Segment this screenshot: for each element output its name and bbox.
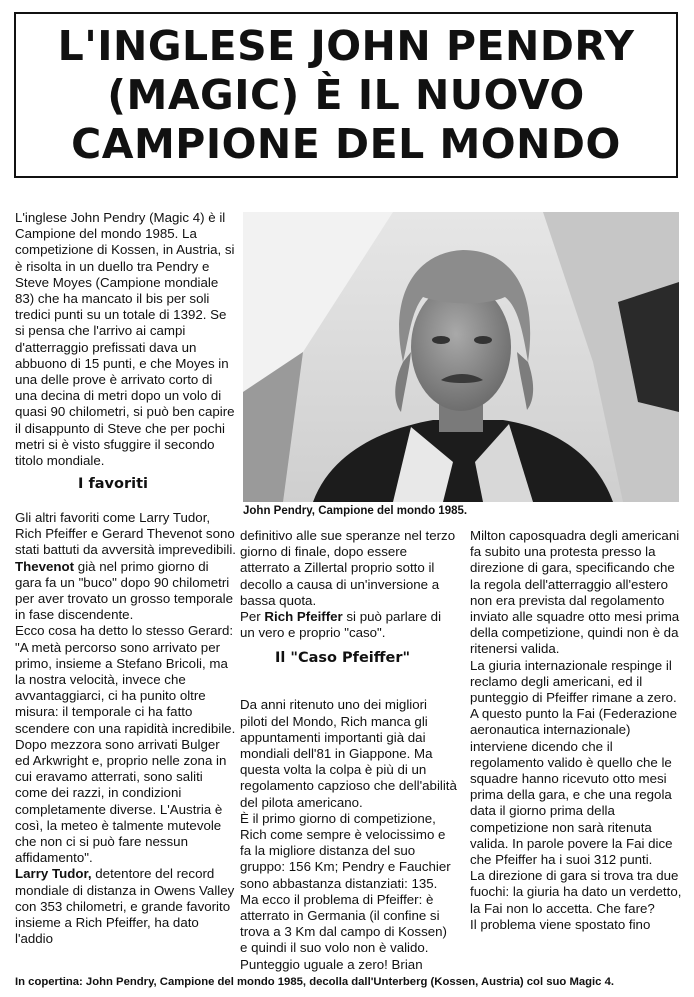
section-heading-caso-pfeiffer: Il "Caso Pfeiffer": [275, 650, 411, 666]
portrait-photo: [243, 212, 679, 502]
paragraph-text: Per: [240, 609, 265, 625]
paragraph: [240, 609, 458, 641]
intro-paragraph: [15, 210, 237, 469]
cover-footnote: In copertina: John Pendry, Campione del mondo 1985, decolla dall'Unterberg (Kossen, Austria) col suo Magic 4.: [15, 976, 615, 988]
paragraph: Il problema viene spostato fino: [470, 916, 651, 932]
paragraph-text: già nel primo giorno di gara fa un "buco" dopo 90 chilometri per aver trovato un grosso temporale in fase discendente.: [15, 558, 234, 623]
column-1: [15, 510, 237, 947]
paragraph: A questo punto la Fai (Federazione aeronautica internazionale) interviene dicendo che il regolamento valido è quello che le squadre hanno ricevuto otto mesi prima della gara, e che una regola data il giorno prima della competizione non sarà ritenuta valida. In parole povere la Fai dice che Pfeiffer ha i suoi 312 punti.: [470, 706, 677, 868]
name-highlight: Larry Tudor,: [15, 866, 92, 882]
paragraph: La giuria internazionale respinge il reclamo degli americani, ed il punteggio di Pfeiffer rimane a zero.: [470, 657, 677, 706]
paragraph: Gli altri favoriti come Larry Tudor, Rich Pfeiffer e Gerard Thevenot sono stati battuti da avversità imprevedibili.: [15, 510, 236, 558]
headline-line-1: L'INGLESE JOHN PENDRY: [57, 21, 635, 70]
portrait-illustration: [243, 212, 679, 502]
paragraph: Milton caposquadra degli americani fa subito una protesta presso la direzione di gara, specificando che la regola dell'atterraggio all'estero non era prevista dal regolamento inviato alle squadre otto mesi prima della competizione, quindi non è da ritenersi valida.: [470, 528, 680, 657]
column-3: [470, 528, 684, 933]
paragraph: Da anni ritenuto uno dei migliori piloti del Mondo, Rich manca gli appuntamenti importanti già dai mondiali dell'81 in Giappone. Ma questa volta la colpa è più di un regolamento capzioso che dell'abilità del pilota americano.: [240, 697, 457, 810]
paragraph-text: detentore del record mondiale di distanza in Owens Valley con 353 chilometri, e grande favorito insieme a Rich Pfeiffer, ha dato l'addio: [15, 866, 235, 947]
paragraph-text: si può parlare di un vero e proprio "caso".: [240, 609, 442, 641]
paragraph: È il primo giorno di competizione, Rich come sempre è velocissimo e fa la migliore distanza del suo gruppo: 156 Km; Pendry e Fauchier sono abbastanza distanziati: 135. Ma ecco il problema di Pfeiffer: è atterrato in Germania (il confine si trova a 3 Km dal campo di Kossen) e quindi il suo volo non è valido. Punteggio uguale a zero! Brian: [240, 810, 451, 972]
section-heading-favoriti: I favoriti: [78, 476, 148, 492]
paragraph: Ecco cosa ha detto lo stesso Gerard: "A metà percorso sono arrivato per primo, insieme a Stefano Bricoli, ma la nostra velocità, invece che avvantaggiarci, ci ha punito oltre misura: il temporale ci ha fatto scendere con una rapidità incredibile. Dopo mezzora sono arrivati Bulger ed Arkwright e, proprio nelle zona in cui eravamo atterrati, sono saliti come dei razzi, in condizioni completamente diverse. L'Austria è così, la meteo è talmente mutevole che non ci si può fare nessun affidamento".: [15, 623, 236, 866]
paragraph: [15, 866, 237, 947]
headline-box: [14, 12, 678, 178]
headline-line-2: (MAGIC) È IL NUOVO: [107, 70, 585, 119]
paragraph: definitivo alle sue speranze nel terzo giorno di finale, dopo essere atterrato a Zillertal proprio sotto il decollo a causa di un'inversione a bassa quota.: [240, 528, 456, 608]
paragraph: La direzione di gara si trova tra due fuochi: la giuria ha dato un verdetto, la Fai non lo accetta. Che fare?: [470, 868, 682, 916]
intro-text: L'inglese John Pendry (Magic 4) è il Campione del mondo 1985. La competizione di Kossen, in Austria, si è risolta in un duello tra Pendry e Steve Moyes (Campione mondiale 83) che ha mancato il bis per soli tredici punti su un totale di 1392. Se si pensa che l'arrivo ai campi d'atterraggio prefissati dava un abbuono di 15 punti, e che Moyes in una delle prove è arrivato corto di una decina di metri dopo un volo di quasi 90 chilometri, si può ben capire il disappunto di Steve che per pochi metri si è visto sfuggire il secondo titolo mondiale.: [15, 210, 235, 469]
photo-caption: John Pendry, Campione del mondo 1985.: [243, 505, 468, 517]
column-2: [240, 528, 458, 973]
paragraph: [15, 559, 237, 624]
headline-line-3: CAMPIONE DEL MONDO: [71, 119, 621, 168]
name-highlight: Rich Pfeiffer: [264, 609, 343, 625]
name-highlight: Thevenot: [15, 558, 75, 574]
